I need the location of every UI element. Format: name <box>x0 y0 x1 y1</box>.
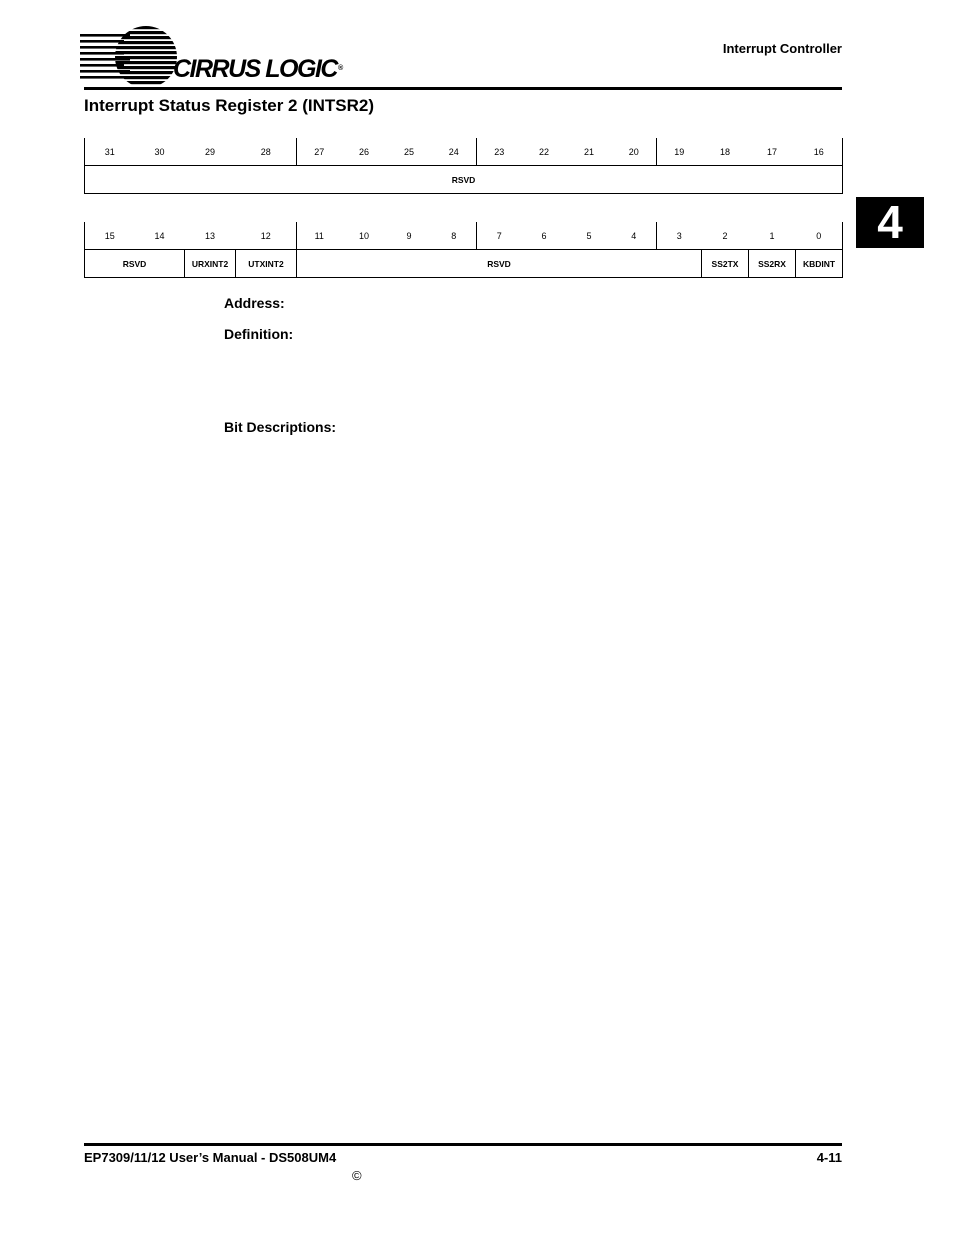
bit-number: 30 <box>154 146 165 157</box>
bit-number: 27 <box>297 138 342 166</box>
bit-number: 24 <box>448 146 459 157</box>
register-title: Interrupt Status Register 2 (INTSR2) <box>84 96 374 115</box>
bit-number: 7 <box>477 222 522 250</box>
bit-number: 3 <box>657 222 702 250</box>
address-label: Address: <box>224 295 285 311</box>
field-kbdint: KBDINT <box>796 250 843 278</box>
footer-rule <box>84 1143 842 1146</box>
bit-number: 26 <box>358 146 369 157</box>
bit-number: 29 <box>204 146 215 157</box>
bit-number: 5 <box>586 230 592 241</box>
bit-number: 1 <box>769 230 775 241</box>
logo-wordmark <box>173 55 343 83</box>
registered-mark: ® <box>337 65 344 72</box>
field-urxint2: URXINT2 <box>185 250 236 278</box>
field-utxint2: UTXINT2 <box>236 250 297 278</box>
field-rsvd: RSVD <box>85 166 843 194</box>
bit-number: 10 <box>358 230 369 241</box>
bit-number: 12 <box>260 230 271 241</box>
footer-page-number: 4-11 <box>816 1150 842 1165</box>
bit-number: 23 <box>477 138 522 166</box>
bit-number: 2 <box>722 230 728 241</box>
field-ss2tx: SS2TX <box>702 250 749 278</box>
bit-number: 25 <box>403 146 414 157</box>
field-row <box>85 166 843 194</box>
bit-number: 6 <box>541 230 547 241</box>
bit-number: 14 <box>154 230 165 241</box>
register-table-low <box>84 222 843 278</box>
bit-number: 21 <box>583 146 594 157</box>
bit-number: 22 <box>538 146 549 157</box>
field-row <box>85 250 843 278</box>
copyright-symbol: © <box>352 1168 362 1183</box>
register-table-high <box>84 138 843 194</box>
bit-number: 0 <box>796 222 843 250</box>
bit-number: 8 <box>451 230 457 241</box>
bit-number: 15 <box>85 222 135 250</box>
field-rsvd: RSVD <box>85 250 185 278</box>
bit-number: 9 <box>406 230 412 241</box>
section-name: Interrupt Controller <box>722 41 842 56</box>
bit-number-row <box>85 138 843 166</box>
bit-number-row <box>85 222 843 250</box>
bit-number: 11 <box>297 222 342 250</box>
bit-number: 31 <box>85 138 135 166</box>
footer-manual-title: EP7309/11/12 User’s Manual - DS508UM4 <box>84 1150 337 1165</box>
bit-number: 28 <box>260 146 271 157</box>
bit-number: 17 <box>766 146 777 157</box>
field-rsvd: RSVD <box>297 250 702 278</box>
bit-number: 16 <box>796 138 843 166</box>
bit-number: 19 <box>657 138 702 166</box>
bit-number: 4 <box>631 230 637 241</box>
bit-number: 13 <box>204 230 215 241</box>
header-rule <box>84 87 842 90</box>
bit-number: 18 <box>719 146 730 157</box>
chapter-tab: 4 <box>856 197 924 248</box>
logo-wordmark-text: CIRRUS LOGIC <box>173 55 337 83</box>
definition-label: Definition: <box>224 326 294 342</box>
field-ss2rx: SS2RX <box>749 250 796 278</box>
bit-number: 20 <box>628 146 639 157</box>
bit-descriptions-label: Bit Descriptions: <box>224 419 337 435</box>
